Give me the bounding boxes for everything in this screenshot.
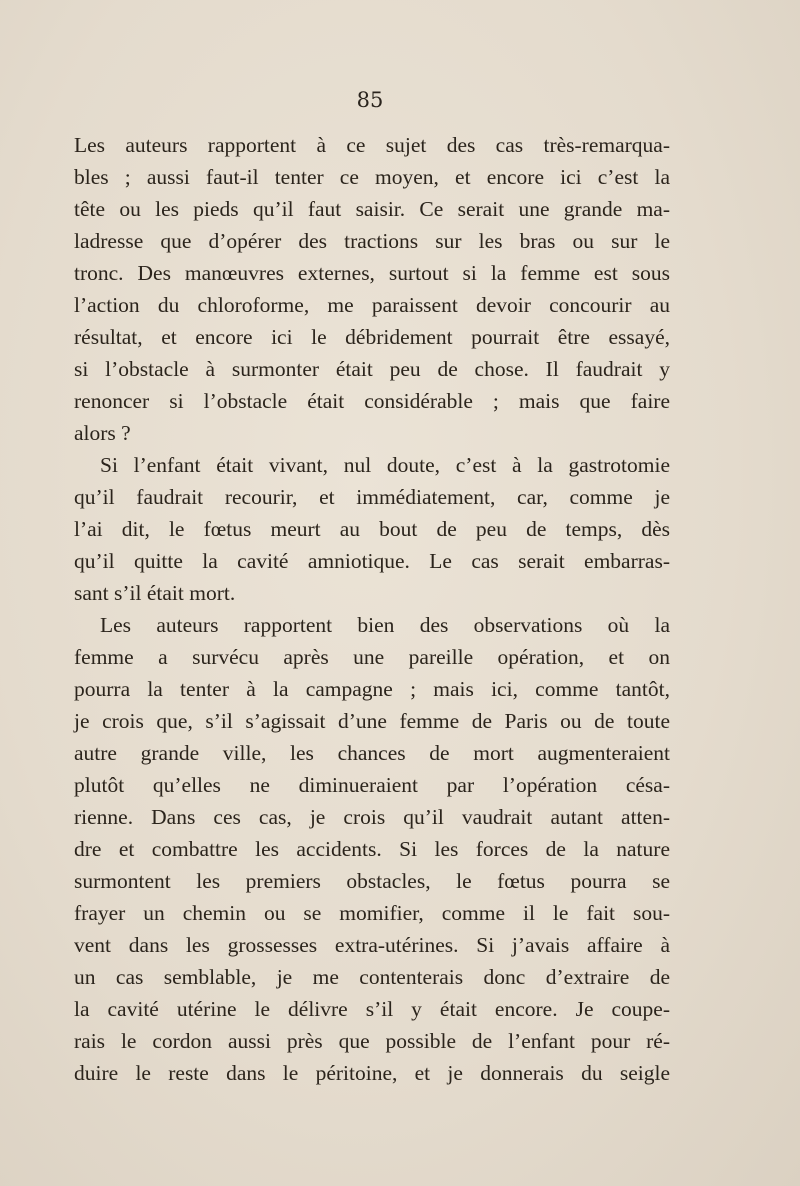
- text-line: rais le cordon aussi près que possible de l’enfant pour ré-: [74, 1029, 670, 1053]
- text-line: un cas semblable, je me contenterais donc d’extraire de: [74, 965, 670, 989]
- text-line: l’ai dit, le fœtus meurt au bout de peu de temps, dès: [74, 517, 670, 541]
- text-line: tronc. Des manœuvres externes, surtout si la femme est sous: [74, 261, 670, 285]
- text-line: l’action du chloroforme, me paraissent devoir concourir au: [74, 293, 670, 317]
- text-line: surmontent les premiers obstacles, le fœtus pourra se: [74, 869, 670, 893]
- text-line: Les auteurs rapportent bien des observations où la: [100, 613, 670, 637]
- text-line: Si l’enfant était vivant, nul doute, c’est à la gastrotomie: [100, 453, 670, 477]
- text-line: frayer un chemin ou se momifier, comme il le fait sou-: [74, 901, 670, 925]
- text-line: sant s’il était mort.: [74, 581, 236, 605]
- text-line: alors ?: [74, 421, 131, 445]
- text-line: qu’il faudrait recourir, et immédiatement, car, comme je: [74, 485, 670, 509]
- text-line: si l’obstacle à surmonter était peu de chose. Il faudrait y: [74, 357, 670, 381]
- text-line: vent dans les grossesses extra-utérines. Si j’avais affaire à: [74, 933, 670, 957]
- text-line: renoncer si l’obstacle était considérable ; mais que faire: [74, 389, 670, 413]
- text-line: résultat, et encore ici le débridement pourrait être essayé,: [74, 325, 670, 349]
- text-line: pourra la tenter à la campagne ; mais ici, comme tantôt,: [74, 677, 670, 701]
- text-line: bles ; aussi faut-il tenter ce moyen, et encore ici c’est la: [74, 165, 670, 189]
- text-line: je crois que, s’il s’agissait d’une femme de Paris ou de toute: [74, 709, 670, 733]
- text-line: la cavité utérine le délivre s’il y était encore. Je coupe-: [74, 997, 670, 1021]
- text-line: autre grande ville, les chances de mort augmenteraient: [74, 741, 670, 765]
- text-line: duire le reste dans le péritoine, et je donnerais du seigle: [74, 1061, 670, 1085]
- page-number: 85: [356, 88, 384, 112]
- text-line: plutôt qu’elles ne diminueraient par l’opération césa-: [74, 773, 670, 797]
- text-line: rienne. Dans ces cas, je crois qu’il vaudrait autant atten-: [74, 805, 670, 829]
- text-line: ladresse que d’opérer des tractions sur les bras ou sur le: [74, 229, 670, 253]
- text-line: Les auteurs rapportent à ce sujet des cas très-remarqua-: [74, 133, 670, 157]
- text-line: tête ou les pieds qu’il faut saisir. Ce serait une grande ma-: [74, 197, 670, 221]
- text-line: qu’il quitte la cavité amniotique. Le cas serait embarras-: [74, 549, 670, 573]
- text-line: dre et combattre les accidents. Si les forces de la nature: [74, 837, 670, 861]
- text-line: femme a survécu après une pareille opération, et on: [74, 645, 670, 669]
